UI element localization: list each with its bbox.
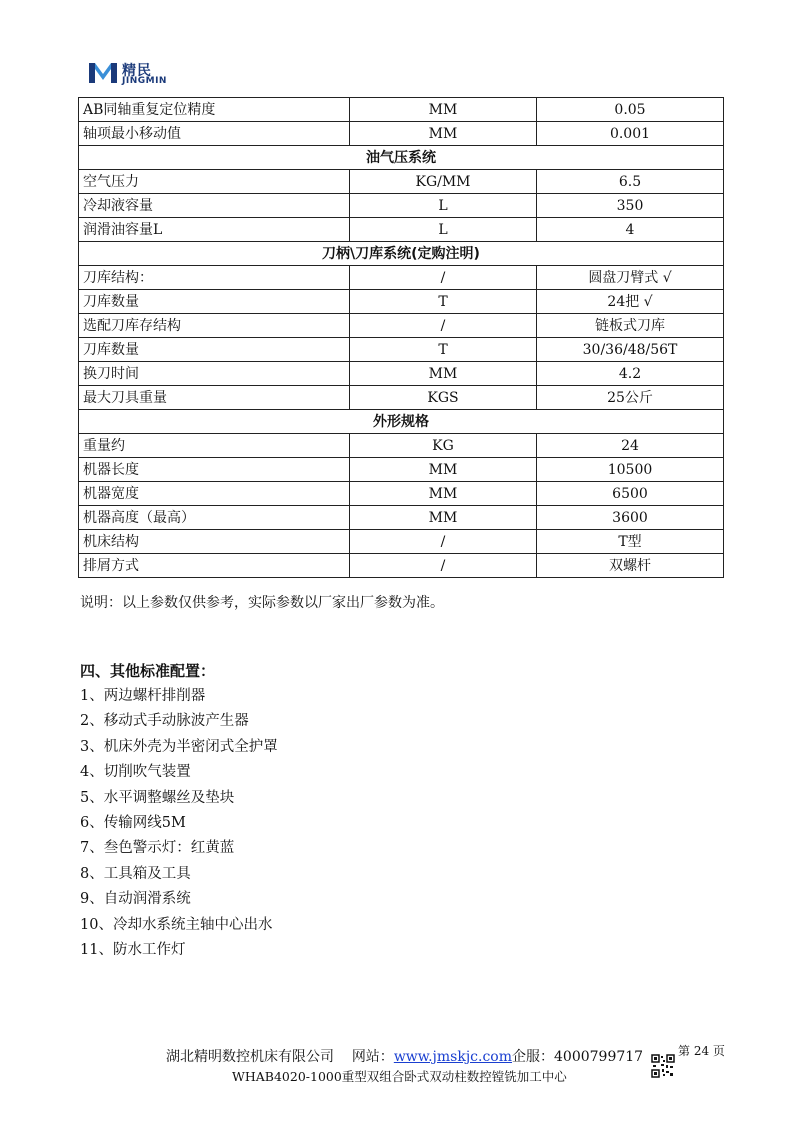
table-row <box>79 98 724 122</box>
unit-cell: / <box>350 530 537 554</box>
list-item: 4、切削吹气装置 <box>80 764 191 781</box>
logo-text-en: JINGMIN <box>122 76 167 86</box>
value-cell: 30/36/48/56T <box>537 338 724 362</box>
param-name-cell: 重量约 <box>79 434 350 458</box>
table-row <box>79 218 724 242</box>
value-cell: 4 <box>537 218 724 242</box>
standard-config-list <box>80 684 278 963</box>
table-row <box>79 506 724 530</box>
table-row <box>79 554 724 578</box>
unit-cell: MM <box>350 122 537 146</box>
section-title: 四、其他标准配置： <box>80 662 216 680</box>
footer-site-label: 网站： <box>351 1049 394 1065</box>
list-item: 10、冷却水系统主轴中心出水 <box>80 916 273 933</box>
value-cell: 4.2 <box>537 362 724 386</box>
unit-cell: / <box>350 554 537 578</box>
value-cell: 双螺杆 <box>537 554 724 578</box>
section-header: 油气压系统 <box>79 146 724 170</box>
unit-cell: MM <box>350 458 537 482</box>
value-cell: 6500 <box>537 482 724 506</box>
table-row <box>79 338 724 362</box>
value-cell: 10500 <box>537 458 724 482</box>
section-header: 刀柄\刀库系统(定购注明) <box>79 242 724 266</box>
list-item: 1、两边螺杆排削器 <box>80 688 206 704</box>
table-row <box>79 530 724 554</box>
param-name-cell: 机器高度（最高） <box>79 506 350 530</box>
website-link[interactable]: www.jmskjc.com <box>393 1049 513 1065</box>
value-cell: 24 <box>537 434 724 458</box>
section-header-row <box>79 410 724 434</box>
unit-cell: L <box>350 218 537 242</box>
table-row <box>79 458 724 482</box>
unit-cell: KG/MM <box>350 170 537 194</box>
param-name-cell: 机器长度 <box>79 458 350 482</box>
param-name-cell: 机器宽度 <box>79 482 350 506</box>
param-name-cell: 机床结构 <box>79 530 350 554</box>
param-name-cell: 最大刀具重量 <box>79 386 350 410</box>
table-row <box>79 122 724 146</box>
section-header-row <box>79 146 724 170</box>
footer-phone: 4000799717 <box>554 1049 644 1065</box>
unit-cell: KG <box>350 434 537 458</box>
list-item: 11、防水工作灯 <box>80 941 186 958</box>
footer-company: 湖北精明数控机床有限公司 <box>166 1049 334 1065</box>
page-number: 第 24 页 <box>678 1044 725 1058</box>
value-cell: 350 <box>537 194 724 218</box>
footer-phone-label: 企服： <box>512 1049 555 1065</box>
value-cell: 圆盘刀臂式 √ <box>537 266 724 290</box>
logo-text-cn: 精民 <box>122 63 152 79</box>
list-item: 8、工具箱及工具 <box>80 865 191 882</box>
param-name-cell: 冷却液容量 <box>79 194 350 218</box>
param-name-cell: 轴项最小移动值 <box>79 122 350 146</box>
param-name-cell: 选配刀库存结构 <box>79 314 350 338</box>
unit-cell: MM <box>350 482 537 506</box>
table-row <box>79 386 724 410</box>
qr-code-icon <box>651 1054 675 1078</box>
table-row <box>79 266 724 290</box>
footer-model-line: WHAB4020-1000重型双组合卧式双动柱数控镗铣加工中心 <box>232 1069 567 1084</box>
unit-cell: / <box>350 266 537 290</box>
unit-cell: L <box>350 194 537 218</box>
param-name-cell: AB同轴重复定位精度 <box>79 98 350 122</box>
param-name-cell: 换刀时间 <box>79 362 350 386</box>
value-cell: 3600 <box>537 506 724 530</box>
table-row <box>79 434 724 458</box>
list-item: 5、水平调整螺丝及垫块 <box>80 789 235 806</box>
spec-table-body <box>79 98 724 578</box>
unit-cell: T <box>350 338 537 362</box>
list-item: 7、叁色警示灯：红黄蓝 <box>80 840 235 857</box>
list-item: 3、机床外壳为半密闭式全护罩 <box>80 738 278 755</box>
unit-cell: KGS <box>350 386 537 410</box>
unit-cell: MM <box>350 506 537 530</box>
table-row <box>79 194 724 218</box>
value-cell: 24把 √ <box>537 290 724 314</box>
company-logo <box>88 60 188 90</box>
value-cell: 0.05 <box>537 98 724 122</box>
unit-cell: MM <box>350 98 537 122</box>
table-row <box>79 290 724 314</box>
logo-mark-icon <box>88 60 118 86</box>
param-name-cell: 刀库数量 <box>79 290 350 314</box>
value-cell: 0.001 <box>537 122 724 146</box>
section-header: 外形规格 <box>79 410 724 434</box>
table-row <box>79 482 724 506</box>
table-row <box>79 170 724 194</box>
disclaimer-note: 说明：以上参数仅供参考，实际参数以厂家出厂参数为准。 <box>80 595 444 611</box>
footer-line <box>166 1046 643 1066</box>
param-name-cell: 排屑方式 <box>79 554 350 578</box>
value-cell: 链板式刀库 <box>537 314 724 338</box>
list-item: 2、移动式手动脉波产生器 <box>80 713 249 730</box>
param-name-cell: 润滑油容量L <box>79 218 350 242</box>
param-name-cell: 刀库结构： <box>79 266 350 290</box>
list-item: 9、自动润滑系统 <box>80 891 191 908</box>
value-cell: 25公斤 <box>537 386 724 410</box>
table-row <box>79 314 724 338</box>
unit-cell: T <box>350 290 537 314</box>
spec-table <box>78 97 724 578</box>
value-cell: T型 <box>537 530 724 554</box>
unit-cell: / <box>350 314 537 338</box>
value-cell: 6.5 <box>537 170 724 194</box>
table-row <box>79 362 724 386</box>
param-name-cell: 刀库数量 <box>79 338 350 362</box>
unit-cell: MM <box>350 362 537 386</box>
section-header-row <box>79 242 724 266</box>
list-item: 6、传输网线5M <box>80 814 186 831</box>
param-name-cell: 空气压力 <box>79 170 350 194</box>
